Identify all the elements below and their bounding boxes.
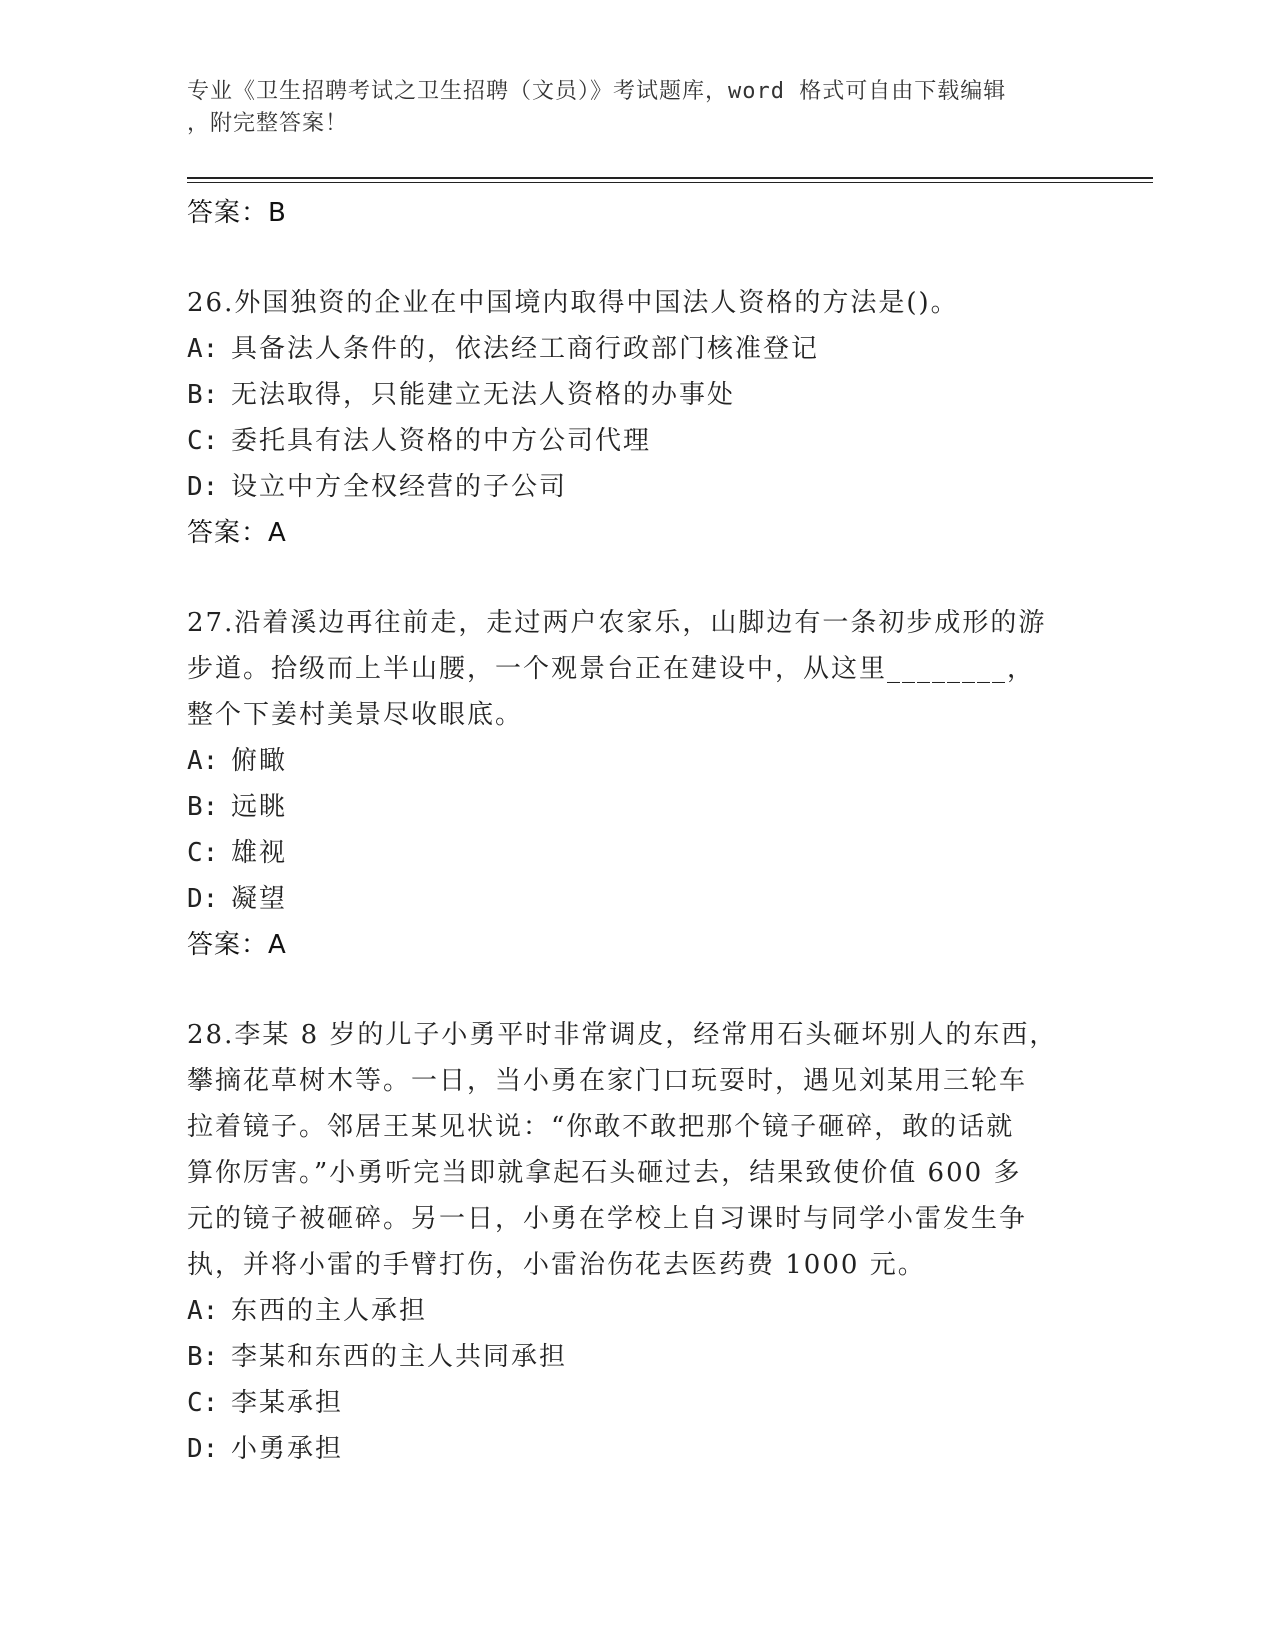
header-rule-thick (187, 177, 1153, 179)
option-letter: B: (187, 380, 219, 410)
header-line-1: 专业《卫生招聘考试之卫生招聘（文员）》考试题库，word 格式可自由下载编辑 (187, 79, 1007, 104)
option-text: 具备法人条件的，依法经工商行政部门核准登记 (231, 334, 820, 364)
option-b (187, 784, 1067, 830)
answer-line: 答案：B (187, 198, 287, 228)
option-letter: A: (187, 334, 219, 364)
option-c (187, 418, 1067, 464)
option-a (187, 326, 1067, 372)
option-c (187, 1380, 1067, 1426)
question-text-line-1: 27.沿着溪边再往前走，走过两户农家乐，山脚边有一条初步成形的游 (187, 608, 1047, 638)
option-text: 设立中方全权经营的子公司 (231, 472, 568, 502)
option-a (187, 1288, 1067, 1334)
option-letter: D: (187, 884, 219, 914)
question-text-line-3: 拉着镜子。邻居王某见状说：“你敢不敢把那个镜子砸碎，敢的话就 (187, 1112, 1015, 1142)
option-text: 凝望 (231, 884, 288, 914)
option-letter: C: (187, 838, 219, 868)
option-c (187, 830, 1067, 876)
option-text: 李某承担 (231, 1388, 344, 1418)
question-27 (187, 600, 1067, 968)
question-text-line-3: 整个下姜村美景尽收眼底。 (187, 700, 524, 730)
option-a (187, 738, 1067, 784)
question-28 (187, 1012, 1067, 1472)
option-text: 小勇承担 (231, 1434, 344, 1464)
option-letter: B: (187, 792, 219, 822)
option-letter: C: (187, 426, 219, 456)
document-header (187, 76, 1067, 140)
answer-line: 答案：A (187, 930, 287, 960)
question-text-line-1: 28.李某 8 岁的儿子小勇平时非常调皮，经常用石头砸坏别人的东西， (187, 1020, 1058, 1050)
option-text: 俯瞰 (231, 746, 288, 776)
option-letter: D: (187, 1434, 219, 1464)
option-text: 李某和东西的主人共同承担 (231, 1342, 568, 1372)
option-text: 无法取得，只能建立无法人资格的办事处 (231, 380, 736, 410)
option-letter: A: (187, 1296, 219, 1326)
option-text: 雄视 (231, 838, 288, 868)
question-text-line-6: 执，并将小雷的手臂打伤，小雷治伤花去医药费 1000 元。 (187, 1250, 926, 1280)
option-text: 远眺 (231, 792, 288, 822)
question-text-line-4: 算你厉害。”小勇听完当即就拿起石头砸过去，结果致使价值 600 多 (187, 1158, 1022, 1188)
question-text: 26.外国独资的企业在中国境内取得中国法人资格的方法是()。 (187, 288, 959, 318)
option-text: 东西的主人承担 (231, 1296, 428, 1326)
question-text-line-5: 元的镜子被砸碎。另一日，小勇在学校上自习课时与同学小雷发生争 (187, 1204, 1028, 1234)
header-line-2: ，附完整答案！ (187, 111, 349, 136)
option-d (187, 464, 1067, 510)
option-text: 委托具有法人资格的中方公司代理 (231, 426, 652, 456)
document-body (187, 190, 1067, 1472)
answer-line: 答案：A (187, 518, 287, 548)
option-b (187, 1334, 1067, 1380)
question-26 (187, 280, 1067, 556)
question-text-line-2: 攀摘花草树木等。一日，当小勇在家门口玩耍时，遇见刘某用三轮车 (187, 1066, 1028, 1096)
option-letter: D: (187, 472, 219, 502)
option-d (187, 1426, 1067, 1472)
option-letter: B: (187, 1342, 219, 1372)
header-rule-thin (187, 182, 1153, 183)
option-b (187, 372, 1067, 418)
option-letter: A: (187, 746, 219, 776)
option-d (187, 876, 1067, 922)
option-letter: C: (187, 1388, 219, 1418)
question-text-line-2: 步道。拾级而上半山腰，一个观景台正在建设中，从这里________， (187, 654, 1036, 684)
